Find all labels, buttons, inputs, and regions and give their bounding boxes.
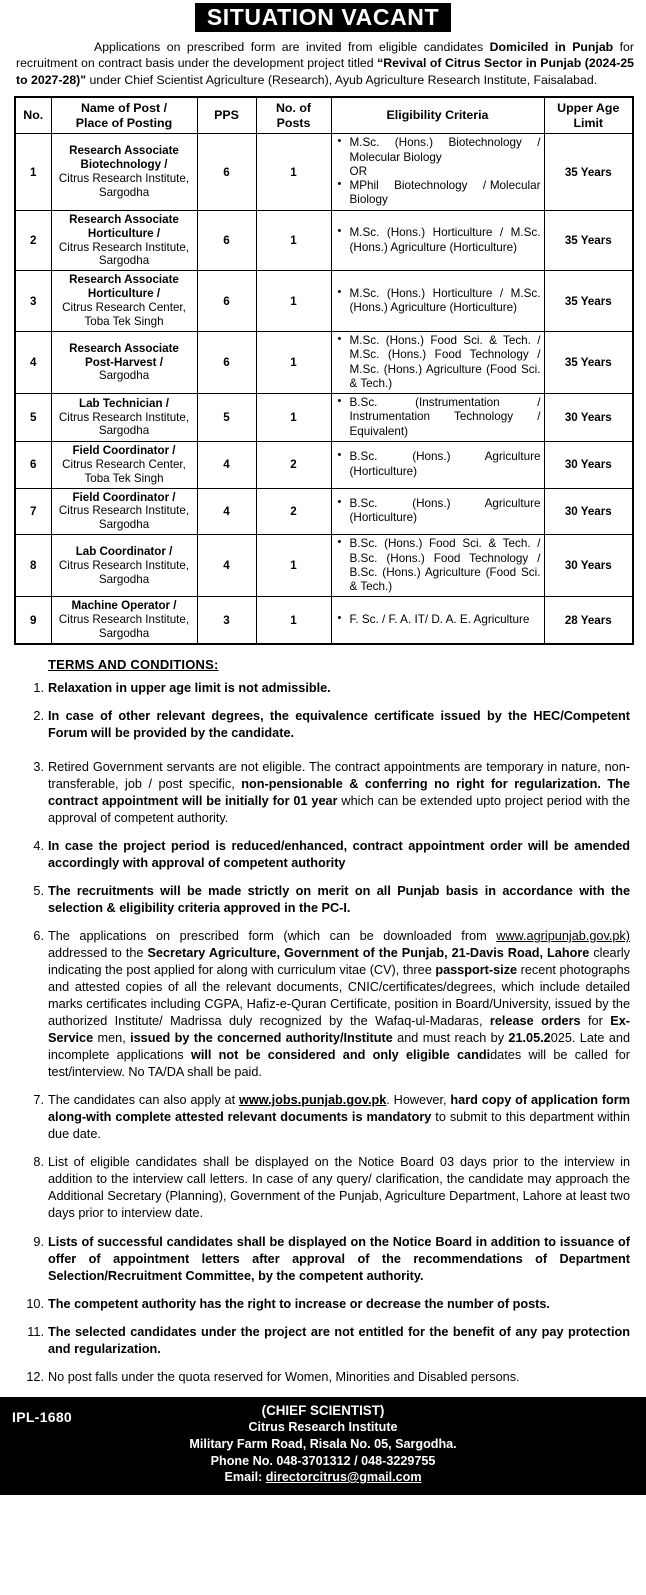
col-header-2: PPS [197, 97, 256, 134]
cell-eligibility [331, 441, 544, 488]
email-address[interactable]: directorcitrus@gmail.com [265, 1470, 422, 1485]
cell-no-of-posts: 1 [256, 210, 331, 271]
footer-phone: Phone No. 048-3701312 / 048-3229755 [210, 1453, 436, 1468]
eligibility-item: • M.Sc. (Hons.) Horticulture / M.Sc. (Hons.) Agriculture (Horticulture) [350, 287, 541, 316]
cell-upper-age-limit: 35 Years [544, 134, 633, 210]
eligibility-list [335, 537, 541, 594]
terms-heading: TERMS AND CONDITIONS: [48, 657, 219, 673]
term-item: In case of other relevant degrees, the equivalence certificate issued by the HEC/Competent Forum will be provided by the candidate. [48, 709, 630, 741]
cell-upper-age-limit: 35 Years [544, 332, 633, 394]
cell-no-of-posts: 1 [256, 535, 331, 597]
col-header-5: Upper Age Limit [544, 97, 633, 134]
term-item: The applications on prescribed form (which can be downloaded from www.agripunjab.gov.pk) addressed to the Secretary Agriculture, Government of the Punjab, 21-Davis Road, Lahore clearly indicating the post applied for along with curriculum vitae (CV), three passport-size recent photographs and attested copies of all the relevant documents, CNIC/certificates/degrees, which include detailed marks certificates including CGPA, Hafiz-e-Quran Certificate, position in Board/University, issued by the authorized Institute/ Madrissa duly recognized by the Wafaq-ul-Madaras, release orders for Ex-Service men, issued by the concerned authority/Institute and must reach by 21.05.2025. Late and incomplete applications will not be considered and only eligible candidates will be called for test/interview. No TA/DA shall be paid. [48, 929, 631, 1080]
cell-upper-age-limit: 30 Years [544, 488, 633, 535]
post-title: Lab Coordinator / [75, 544, 173, 558]
eligibility-list [335, 334, 541, 391]
table-header [15, 97, 633, 134]
table-row [15, 134, 633, 210]
eligibility-list [335, 396, 541, 439]
cell-upper-age-limit: 35 Years [544, 210, 633, 271]
cell-upper-age-limit: 35 Years [544, 271, 633, 332]
cell-no-of-posts: 1 [256, 332, 331, 394]
post-title: Field Coordinator / [72, 490, 176, 504]
post-place: Citrus Research Institute, Sargodha [58, 410, 190, 438]
cell-pps: 4 [197, 488, 256, 535]
post-place: Citrus Research Institute, Sargodha [58, 613, 190, 641]
term-item: Relaxation in upper age limit is not admissible. [48, 681, 331, 696]
eligibility-item: • B.Sc. (Instrumentation / Instrumentation Technology / Equivalent) [350, 396, 541, 439]
footer-email-line [0, 1469, 646, 1486]
cell-serial-no: 6 [15, 441, 51, 488]
cell-no-of-posts: 2 [256, 441, 331, 488]
cell-eligibility [331, 597, 544, 644]
cell-eligibility [331, 271, 544, 332]
cell-eligibility [331, 332, 544, 394]
cell-no-of-posts: 1 [256, 271, 331, 332]
table-header-row [15, 97, 633, 134]
term-item: Retired Government servants are not eligible. The contract appointments are temporary in nature, non-transferable, job / post specific, non-pensionable & conferring no right for regularization. The contract appointment will be initially for 01 year which can be extended upto project period with the approval of competent authority. [48, 760, 631, 826]
table-row [15, 210, 633, 271]
cell-eligibility [331, 210, 544, 271]
cell-pps: 5 [197, 394, 256, 442]
cell-serial-no: 4 [15, 332, 51, 394]
eligibility-list [335, 613, 541, 627]
eligibility-item: • B.Sc. (Hons.) Agriculture (Horticulture) [350, 450, 541, 479]
col-header-1: Name of Post / Place of Posting [51, 97, 197, 134]
table-body [15, 134, 633, 644]
cell-upper-age-limit: 30 Years [544, 394, 633, 442]
eligibility-connector: OR [349, 164, 368, 178]
cell-pps: 6 [197, 271, 256, 332]
term-item: The selected candidates under the project are not entitled for the benefit of any pay protection and regularization. [48, 1324, 630, 1356]
ipl-code: IPL-1680 [12, 1408, 72, 1425]
eligibility-list [335, 497, 541, 526]
eligibility-list [335, 136, 541, 207]
eligibility-item: • MPhil Biotechnology / Molecular Biology [350, 179, 541, 208]
table-row [15, 394, 633, 442]
table-row [15, 535, 633, 597]
eligibility-item: • B.Sc. (Hons.) Agriculture (Horticulture) [350, 497, 541, 526]
post-place: Citrus Research Center, Toba Tek Singh [62, 457, 186, 485]
post-title: Lab Technician / [79, 396, 169, 410]
post-title: Research Associate Post-Harvest / [69, 341, 179, 369]
cell-post-name [51, 210, 197, 271]
eligibility-item: • F. Sc. / F. A. IT/ D. A. E. Agriculture [350, 613, 541, 627]
table-row [15, 597, 633, 644]
cell-post-name [51, 394, 197, 442]
table-row [15, 488, 633, 535]
cell-eligibility [331, 488, 544, 535]
cell-pps: 4 [197, 535, 256, 597]
cell-no-of-posts: 1 [256, 597, 331, 644]
cell-post-name [51, 134, 197, 210]
cell-post-name [51, 535, 197, 597]
table-row [15, 441, 633, 488]
cell-serial-no: 7 [15, 488, 51, 535]
eligibility-item: • M.Sc. (Hons.) Biotechnology / Molecular Biology [350, 136, 541, 165]
col-header-0: No. [15, 97, 51, 134]
cell-serial-no: 5 [15, 394, 51, 442]
post-place: Citrus Research Institute, Sargodha [58, 558, 190, 586]
eligibility-list [335, 450, 541, 479]
term-item: The recruitments will be made strictly on merit on all Punjab basis in accordance with the selection & eligibility criteria approved in the PC-I. [48, 884, 630, 916]
term-item: In case the project period is reduced/enhanced, contract appointment order will be amended accordingly with approval of competent authority [48, 839, 630, 871]
terms-list [22, 680, 630, 1386]
cell-post-name [51, 271, 197, 332]
post-place: Citrus Research Institute, Sargodha [58, 504, 190, 532]
eligibility-item: • M.Sc. (Hons.) Food Sci. & Tech. / M.Sc. (Hons.) Food Technology / M.Sc. (Hons.) Agriculture (Food Sci. & Tech.) [350, 334, 541, 391]
post-title: Field Coordinator / [72, 443, 176, 457]
cell-pps: 6 [197, 332, 256, 394]
post-place: Citrus Research Institute, Sargodha [58, 172, 190, 199]
cell-no-of-posts: 2 [256, 488, 331, 535]
post-place: Citrus Research Institute, Sargodha [58, 240, 190, 268]
cell-serial-no: 8 [15, 535, 51, 597]
footer-band [0, 1397, 646, 1495]
cell-pps: 6 [197, 210, 256, 271]
cell-eligibility [331, 535, 544, 597]
table-row [15, 332, 633, 394]
cell-eligibility [331, 394, 544, 442]
cell-pps: 3 [197, 597, 256, 644]
post-title: Research Associate Biotechnology / [69, 144, 179, 172]
footer-address: Military Farm Road, Risala No. 05, Sargodha. [189, 1436, 457, 1451]
cell-upper-age-limit: 30 Years [544, 441, 633, 488]
post-title: Machine Operator / [71, 599, 177, 613]
cell-no-of-posts: 1 [256, 134, 331, 210]
cell-pps: 6 [197, 134, 256, 210]
cell-upper-age-limit: 30 Years [544, 535, 633, 597]
cell-post-name [51, 441, 197, 488]
cell-post-name [51, 332, 197, 394]
jobs-table [14, 96, 634, 645]
eligibility-list [335, 226, 541, 255]
title-banner-wrap [0, 0, 646, 32]
col-header-3: No. of Posts [256, 97, 331, 134]
cell-pps: 4 [197, 441, 256, 488]
col-header-4: Eligibility Criteria [331, 97, 544, 134]
eligibility-item: • B.Sc. (Hons.) Food Sci. & Tech. / B.Sc. (Hons.) Food Technology / B.Sc. (Hons.) Agriculture (Food Sci. & Tech.) [350, 537, 541, 594]
post-title: Research Associate Horticulture / [69, 273, 179, 301]
jobs-table-wrap [0, 96, 646, 645]
cell-upper-age-limit: 28 Years [544, 597, 633, 644]
footer-institute: Citrus Research Institute [248, 1420, 398, 1435]
email-label: Email: [224, 1470, 266, 1485]
cell-eligibility [331, 134, 544, 210]
post-place: Sargodha [98, 369, 150, 383]
intro-paragraph: Applications on prescribed form are invited from eligible candidates Domiciled in Punjab for recruitment on contract basis under the development project titled “Revival of Citrus Sector in Punjab (2024-25 to 2027-28)" under Chief Scientist Agriculture (Research), Ayub Agriculture Research Institute, Faisalabad. [16, 40, 635, 87]
cell-serial-no: 9 [15, 597, 51, 644]
cell-no-of-posts: 1 [256, 394, 331, 442]
term-item: Lists of successful candidates shall be displayed on the Notice Board in addition to issuance of offer of appointment letters after approval of the recommendations of Department Selection/Recruitment Committee, by the competent authority. [48, 1234, 630, 1283]
term-item: No post falls under the quota reserved for Women, Minorities and Disabled persons. [48, 1369, 520, 1384]
post-title: Research Associate Horticulture / [69, 212, 179, 240]
eligibility-item: • M.Sc. (Hons.) Horticulture / M.Sc. (Hons.) Agriculture (Horticulture) [350, 226, 541, 255]
cell-serial-no: 3 [15, 271, 51, 332]
table-row [15, 271, 633, 332]
cell-serial-no: 1 [15, 134, 51, 210]
footer-contact-block [0, 1402, 646, 1486]
term-item: The candidates can also apply at www.jobs.punjab.gov.pk. However, hard copy of application form along-with complete attested relevant documents is mandatory to submit to this department within due date. [48, 1093, 631, 1142]
page-title: SITUATION VACANT [195, 3, 451, 32]
cell-serial-no: 2 [15, 210, 51, 271]
term-item: List of eligible candidates shall be displayed on the Notice Board 03 days prior to the interview in addition to the interview call letters. In case of any query/ clarification, the candidate may approach the Additional Secretary (Planning), Government of the Punjab, Agriculture Department, Lahore at least two days prior to interview date. [48, 1155, 630, 1221]
cell-post-name [51, 488, 197, 535]
cell-post-name [51, 597, 197, 644]
post-place: Citrus Research Center, Toba Tek Singh [62, 301, 186, 329]
footer-authority: (CHIEF SCIENTIST) [261, 1402, 385, 1418]
term-item: The competent authority has the right to increase or decrease the number of posts. [48, 1296, 550, 1311]
eligibility-list [335, 287, 541, 316]
